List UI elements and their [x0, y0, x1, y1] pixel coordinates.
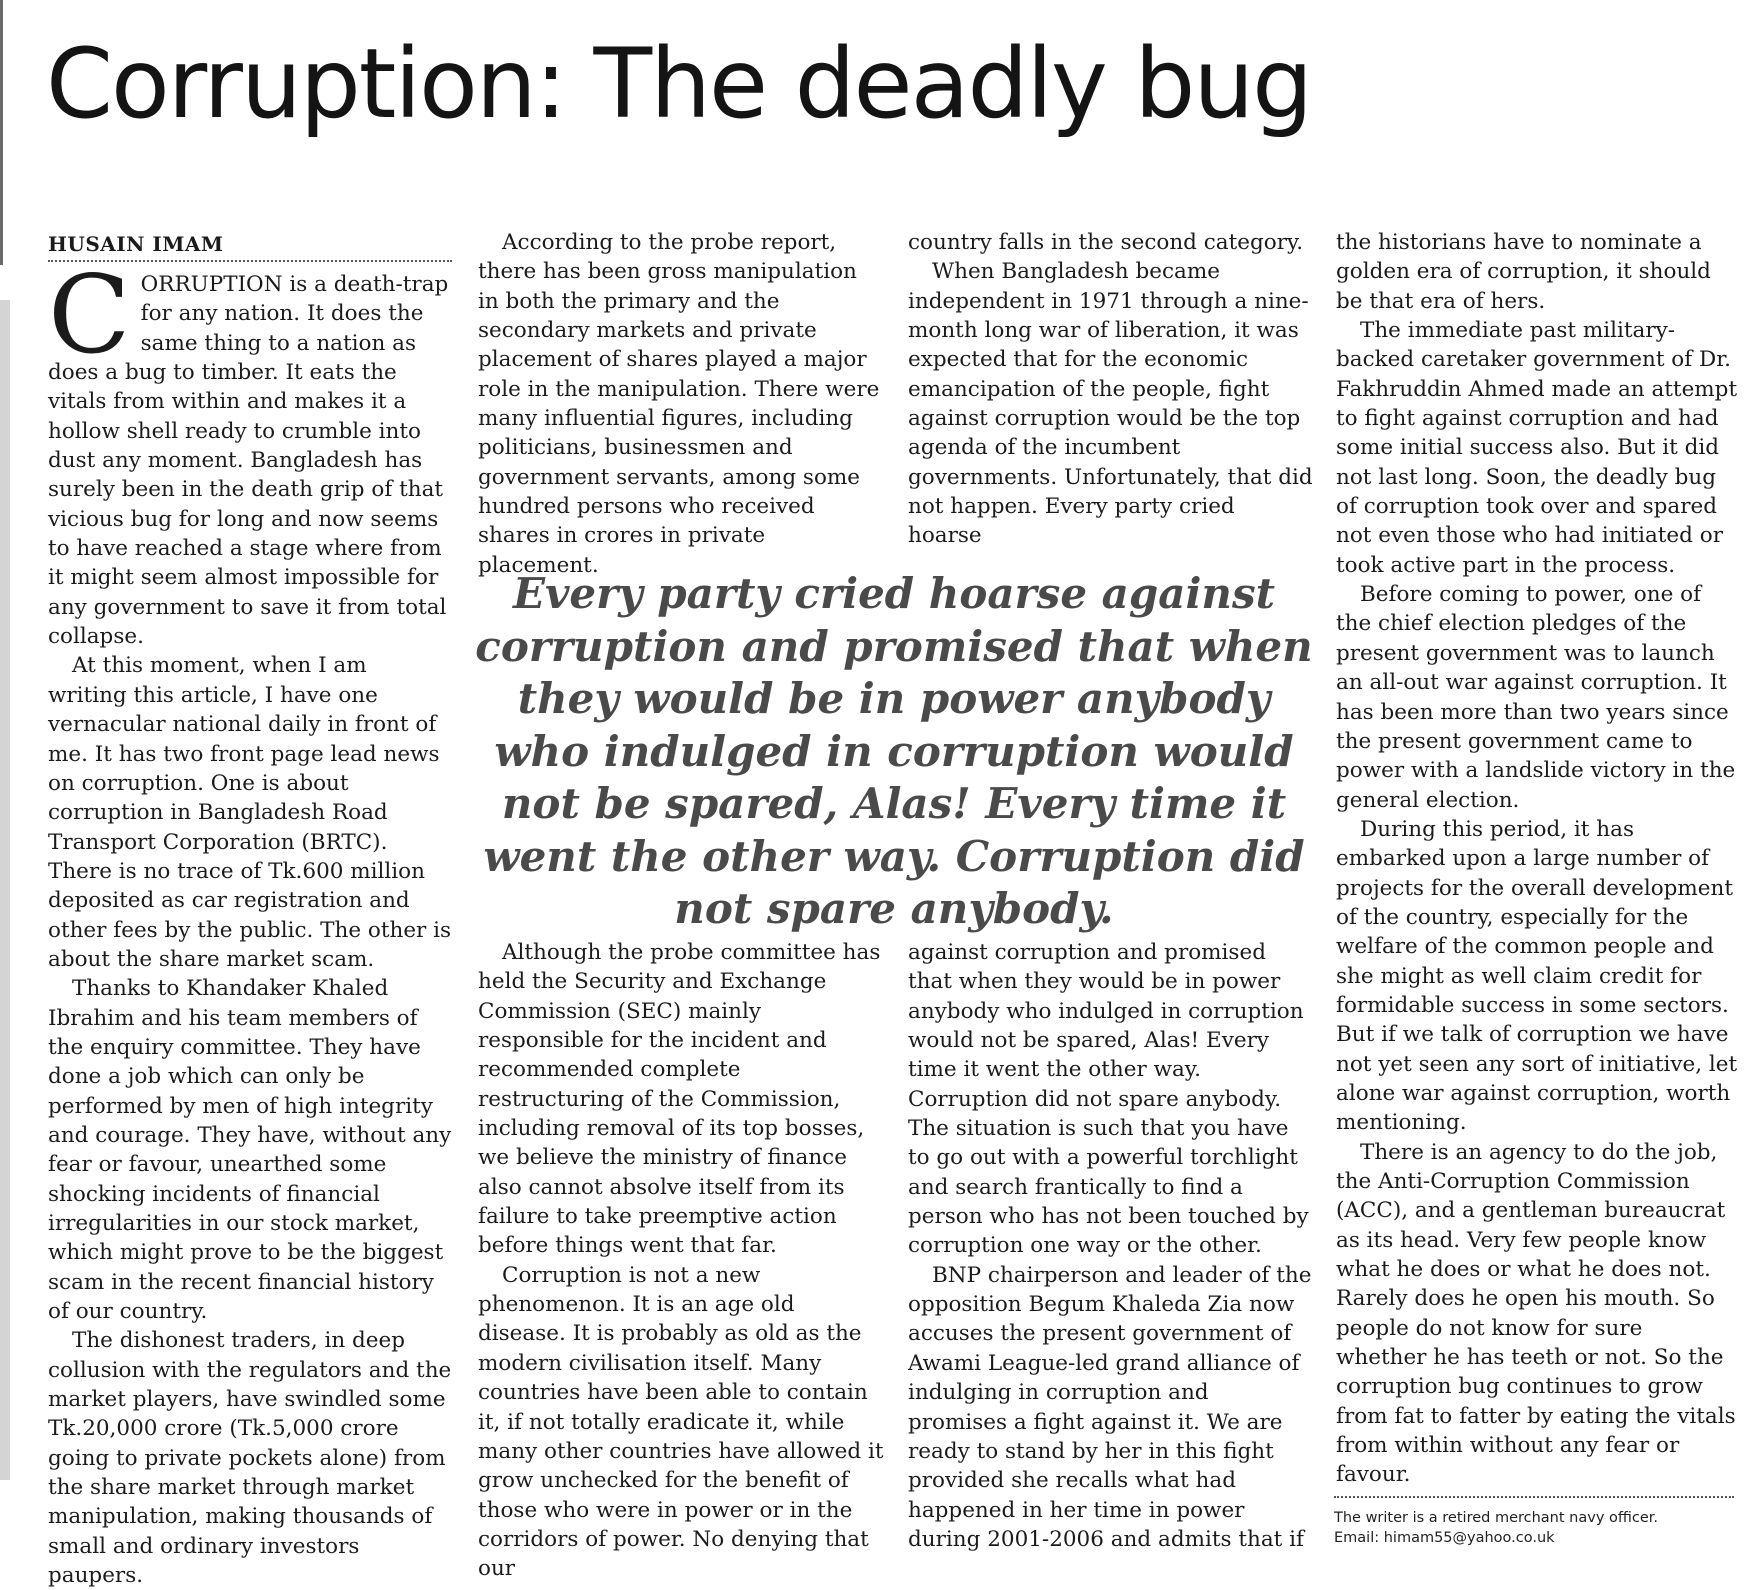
paragraph: According to the probe report, there has been gross manipulation in both the primary and the secondary markets and private placement of shares played a major role in the manipulation. There were many influential figures, including politicians, businessmen and government servants, among some hundred persons who received shares in crores in private placement. [478, 230, 880, 578]
paragraph: When Bangladesh became independent in 1971 through a nine-month long war of liberation, it was expected that for the economic emancipation of the people, fight against corruption would be the top agenda of the incumbent governments. Unfortunately, that did not happen. Every party cried hoarse [908, 259, 1313, 549]
page-edge-rule [0, 0, 3, 265]
paragraph: At this moment, when I am writing this article, I have one vernacular national daily in front of me. It has two front page lead news on corruption. One is about corruption in Bangladesh Road Transport Corporation (BRTC). There is no trace of Tk.600 million deposited as car registration and other fees by the public. The other is about the share market scam. [48, 653, 452, 972]
paragraph: The dishonest traders, in deep collusion with the regulators and the market players, have swindled some Tk.20,000 crore (Tk.5,000 crore going to private pockets alone) from the share market through market manipulation, making thousands of small and ordinary investors paupers. [48, 1328, 452, 1589]
headline: Corruption: The deadly bug [46, 28, 1312, 140]
paragraph: Before coming to power, one of the chief election pledges of the present government was to launch an all-out war against corruption. It has been more than two years since the present government came to power with a landslide victory in the general election. [1336, 582, 1736, 813]
author-email: Email: himam55@yahoo.co.uk [1334, 1530, 1555, 1546]
byline: HUSAIN IMAM [48, 232, 452, 262]
pull-quote: Every party cried hoarse against corruption and promised that when they would be in power anybody who indulged in corruption would not be spared, Alas! Every time it went the other way. Corruption did not spare anybody. [475, 569, 1313, 933]
lead-paragraph: CORRUPTION is a death-trap for any nation. It does the same thing to a nation as does a bug to timber. It eats the vitals from within and makes it a hollow shell ready to crumble into dust any moment. Bangladesh has surely been in the death grip of that vicious bug for long and now seems to have reached a stage where from it might seem almost impossible for any government to save it from total collapse. [48, 253, 449, 650]
paragraph: Corruption is not a new phenomenon. It is an age old disease. It is probably as old as the modern civilisation itself. Many countries have been able to contain it, if not totally eradicate it, while many other countries have allowed it grow unchecked for the benefit of those who were in power or in the corridors of power. No denying that our [478, 1262, 884, 1582]
author-note [1334, 1496, 1734, 1548]
author-description: The writer is a retired merchant navy officer. [1334, 1510, 1659, 1526]
paragraph: There is an agency to do the job, the Anti-Corruption Commission (ACC), and a gentleman bureaucrat as its head. Very few people know what he does or what he does not. Rarely does he open his mouth. So people do not know for sure whether he has teeth or not. So the corruption bug continues to grow from fat to fatter by eating the vitals from within without any fear or favour. [1336, 1139, 1736, 1488]
column-1 [48, 232, 452, 1590]
paragraph: The immediate past military-backed caretaker government of Dr. Fakhruddin Ahmed made an attempt to fight against corruption and had some initial success also. But it did not last long. Soon, the deadly bug of corruption took over and spared not even those who had initiated or took active part in the process. [1336, 318, 1738, 578]
column-3-top [908, 228, 1314, 551]
column-4 [1336, 228, 1738, 1490]
page-edge-shadow [0, 300, 10, 1480]
column-2-bottom [478, 938, 884, 1584]
paragraph: the historians have to nominate a golden era of corruption, it should be that era of hers. [1336, 230, 1711, 314]
paragraph: During this period, it has embarked upon a large number of projects for the overall development of the country, especially for the welfare of the common people and she might as well claim credit for formidable success in some sectors. But if we talk of corruption we have not yet seen any sort of initiative, let alone war against corruption, worth mentioning. [1336, 816, 1738, 1136]
column-2-top [478, 228, 884, 580]
paragraph: Although the probe committee has held the Security and Exchange Commission (SEC) mainly responsible for the incident and recommended complete restructuring of the Commission, including removal of its top bosses, we believe the ministry of finance also cannot absolve itself from its failure to take preemptive action before things went that far. [478, 940, 881, 1259]
column-3-bottom [908, 938, 1314, 1554]
paragraph: BNP chairperson and leader of the opposition Begum Khaleda Zia now accuses the present government of Awami League-led grand alliance of indulging in corruption and promises a fight against it. We are ready to stand by her in this fight provided she recalls what had happened in her time in power during 2001-2006 and admits that if [908, 1262, 1312, 1552]
paragraph: Thanks to Khandaker Khaled Ibrahim and his team members of the enquiry committee. They have done a job which can only be performed by men of high integrity and courage. They have, without any fear or favour, unearthed some shocking incidents of financial irregularities in our stock market, which might prove to be the biggest scam in the recent financial history of our country. [48, 976, 452, 1325]
paragraph: against corruption and promised that when they would be in power anybody who indulged in corruption would not be spared, Alas! Every time it went the other way. Corruption did not spare anybody. The situation is such that you have to go out with a powerful torchlight and search frantically to find a person who has not been touched by corruption one way or the other. [908, 940, 1309, 1259]
paragraph: country falls in the second category. [908, 230, 1304, 255]
drop-cap: C [48, 253, 131, 378]
